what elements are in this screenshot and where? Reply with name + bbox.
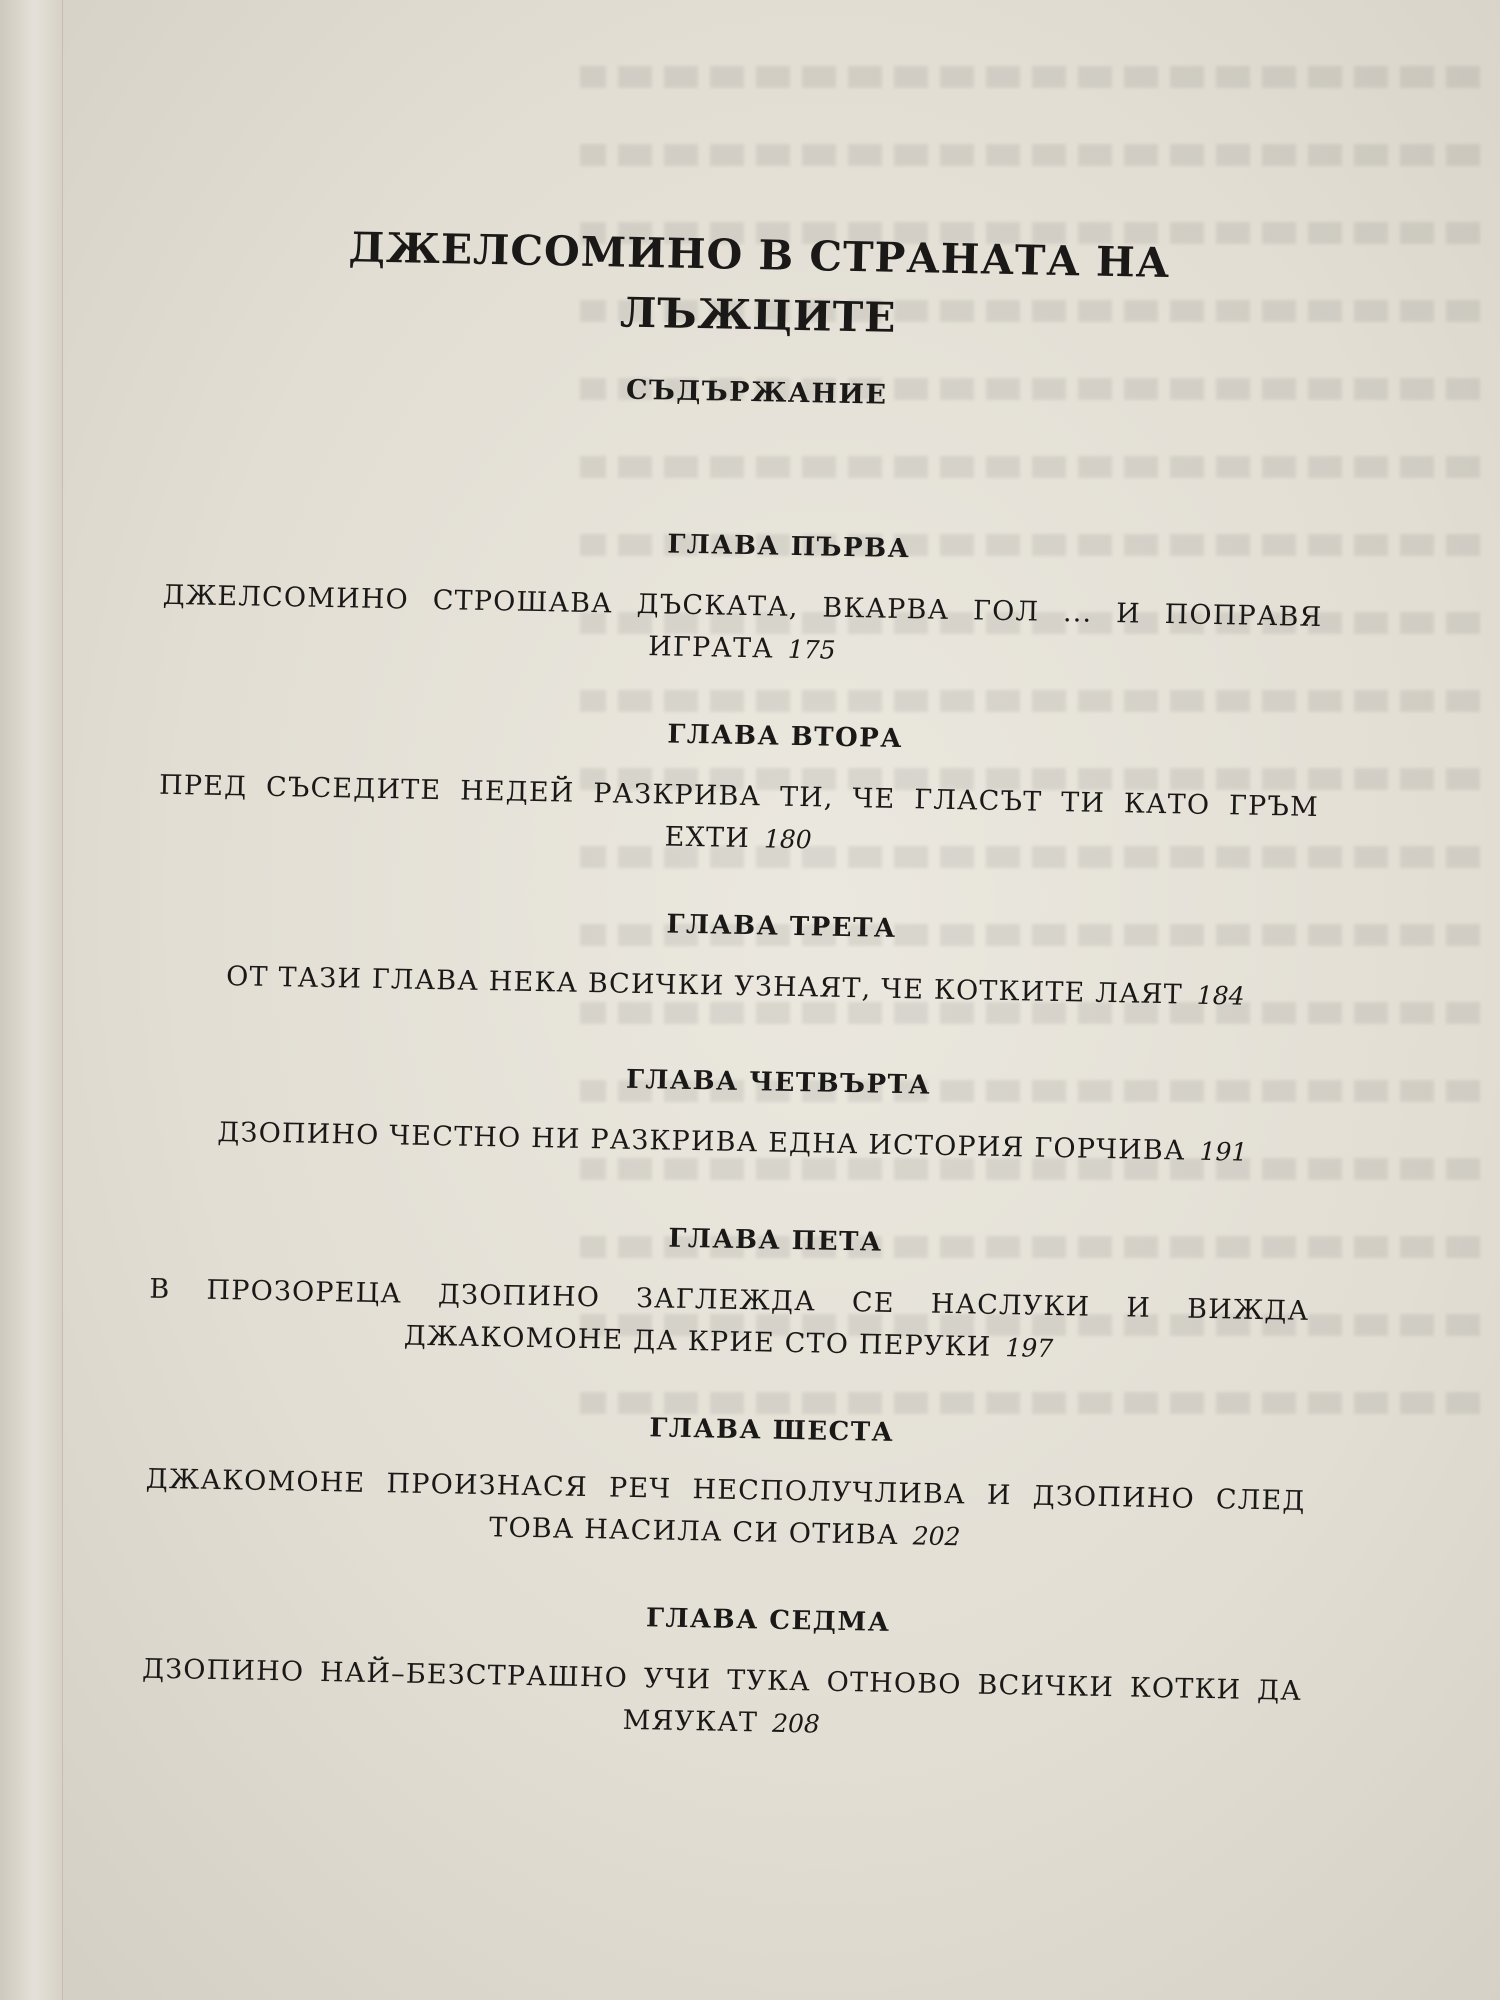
chapter-label: ГЛАВА ТРЕТА [666, 909, 897, 944]
chapter-title-text: ДЗОПИНО ЧЕСТНО НИ РАЗКРИВА ЕДНА ИСТОРИЯ ГОРЧИВА [217, 1116, 1186, 1167]
chapter-title [148, 1269, 1309, 1375]
chapter-entry-3 [135, 896, 1337, 1019]
chapter-entry-5 [128, 1210, 1331, 1375]
chapter-title [182, 1111, 1283, 1174]
chapter-title-text: ДЖАКОМОНЕ ПРОИЗНАСЯ РЕЧ НЕСПОЛУЧЛИВА И ДЗОПИНО СЛЕД ТОВА НАСИЛА СИ ОТИВА [145, 1463, 1306, 1552]
chapter-page-number: 175 [787, 634, 836, 665]
chapter-page-number: 184 [1196, 980, 1245, 1011]
table-of-contents [121, 213, 1350, 1755]
chapter-title-text: В ПРОЗОРЕЦА ДЗОПИНО ЗАГЛЕЖДА СЕ НАСЛУКИ И ВИЖДА ДЖАКОМОНЕ ДА КРИЕ СТО ПЕРУКИ [149, 1273, 1310, 1363]
chapter-title [141, 1649, 1302, 1755]
chapter-title [185, 955, 1286, 1018]
chapter-entry-2 [138, 706, 1341, 871]
chapter-entry-6 [125, 1400, 1328, 1565]
chapter-title-text: ДЗОПИНО НАЙ–БЕЗСТРАШНО УЧИ ТУКА ОТНОВО ВСИЧКИ КОТКИ ДА МЯУКАТ [141, 1653, 1303, 1739]
chapter-label: ГЛАВА ПЪРВА [667, 529, 911, 565]
chapter-page-number: 180 [763, 824, 812, 855]
chapter-label: ГЛАВА ВТОРА [667, 719, 904, 755]
chapter-title-text: ДЖЕЛСОМИНО СТРОШАВА ДЪСКАТА, ВКАРВА ГОЛ ... И ПОПРАВЯ ИГРАТА [162, 579, 1323, 665]
chapter-title [158, 765, 1319, 871]
chapter-title [145, 1459, 1306, 1565]
chapter-label: ГЛАВА ЧЕТВЪРТА [625, 1064, 932, 1101]
book-title: ДЖЕЛСОМИНО В СТРАНАТА НА ЛЪЖЦИТЕ [348, 223, 1171, 342]
facing-page-edge [0, 0, 63, 2000]
chapter-page-number: 191 [1199, 1136, 1248, 1167]
chapter-entry-7 [121, 1590, 1324, 1755]
chapter-page-number: 202 [912, 1521, 961, 1552]
chapter-entry-4 [132, 1052, 1334, 1175]
chapter-label: ГЛАВА ШЕСТА [649, 1413, 895, 1448]
chapter-page-number: 208 [771, 1708, 821, 1739]
chapter-list [121, 516, 1344, 1755]
chapter-title-text: ПРЕД СЪСЕДИТЕ НЕДЕЙ РАЗКРИВА ТИ, ЧЕ ГЛАСЪТ ТИ КАТО ГРЪМ ЕХТИ [158, 769, 1320, 855]
chapter-label: ГЛАВА ПЕТА [668, 1223, 883, 1258]
chapter-page-number: 197 [1005, 1333, 1054, 1364]
contents-heading: СЪДЪРЖАНИЕ [625, 374, 888, 411]
chapter-entry-1 [142, 516, 1345, 681]
chapter-title-text: ОТ ТАЗИ ГЛАВА НЕКА ВСИЧКИ УЗНАЯТ, ЧЕ КОТКИТЕ ЛАЯТ [225, 961, 1184, 1011]
chapter-title [162, 575, 1323, 681]
chapter-label: ГЛАВА СЕДМА [645, 1603, 891, 1638]
